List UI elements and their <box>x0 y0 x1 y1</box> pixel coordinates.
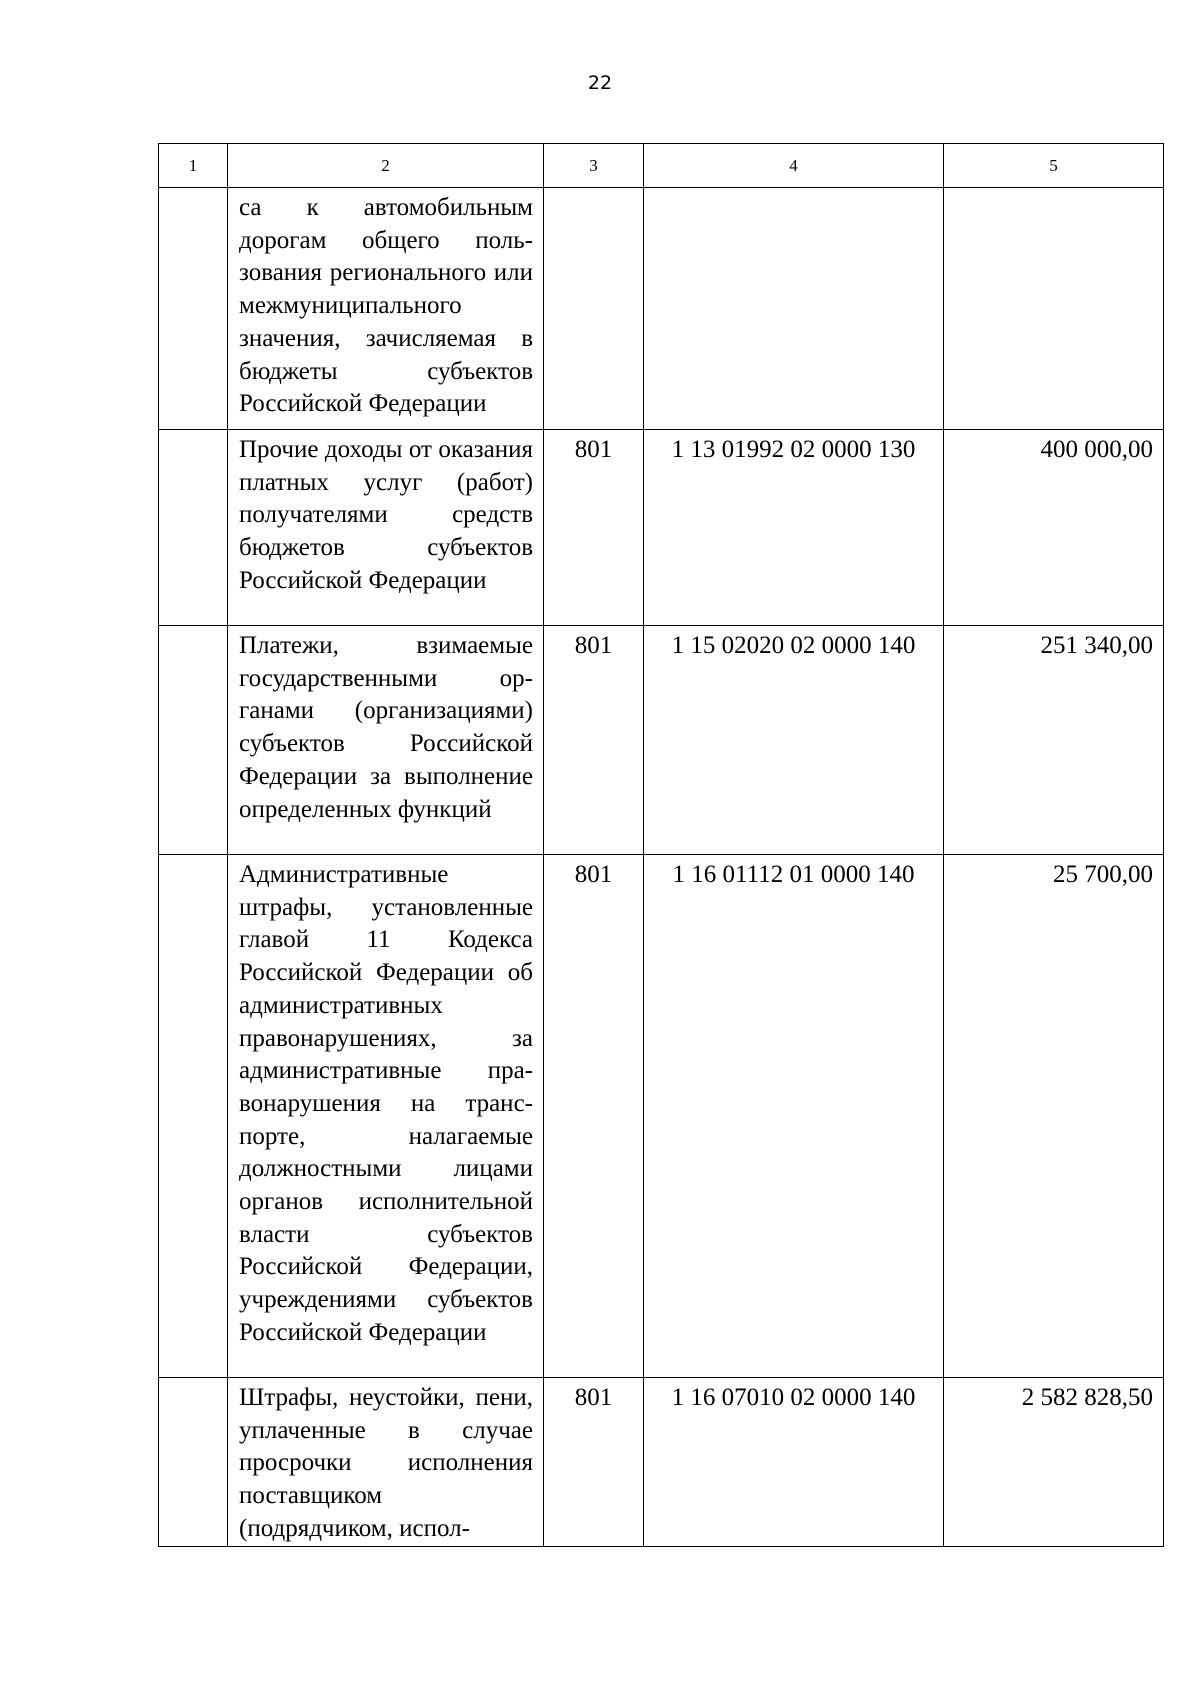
budget-code-cell <box>644 1378 944 1547</box>
amount-cell <box>944 1378 1164 1547</box>
admin-code-cell <box>544 430 644 626</box>
column-number-3: 3 <box>544 144 644 188</box>
amount: 251 340,00 <box>1040 632 1153 659</box>
table-row <box>159 188 1164 430</box>
table-row <box>159 430 1164 626</box>
row-number-cell <box>159 855 228 1378</box>
admin-code: 801 <box>574 861 613 888</box>
admin-code-cell <box>544 855 644 1378</box>
table-row <box>159 626 1164 855</box>
budget-classification-code: 1 16 07010 02 0000 140 <box>671 1384 916 1411</box>
amount-cell <box>944 626 1164 855</box>
amount-cell <box>944 188 1164 430</box>
column-number-2: 2 <box>228 144 544 188</box>
page-number: 22 <box>587 72 613 94</box>
column-number-1: 1 <box>159 144 228 188</box>
budget-classification-code: 1 15 02020 02 0000 140 <box>671 632 916 659</box>
budget-code-cell <box>644 188 944 430</box>
amount: 2 582 828,50 <box>1021 1384 1153 1411</box>
budget-classification-code: 1 13 01992 02 0000 130 <box>671 436 916 463</box>
revenue-name-cell <box>228 1378 544 1547</box>
revenue-name-cell <box>228 855 544 1378</box>
admin-code: 801 <box>574 436 613 463</box>
revenue-name: Прочие доходы от оказания платных услуг (работ) получателями средств бюджетов субъектов Российской Федерации <box>239 436 533 594</box>
column-number-row <box>159 144 1164 188</box>
row-number-cell <box>159 430 228 626</box>
admin-code-cell <box>544 188 644 430</box>
budget-classification-code: 1 16 01112 01 0000 140 <box>672 861 915 888</box>
amount <box>944 188 1163 192</box>
revenue-name: Штрафы, неустойки, пени, уплаченные в случае просрочки исполнения поставщиком (подрядчиком, испол- <box>239 1384 533 1542</box>
revenue-table <box>158 143 1164 1547</box>
budget-code-cell <box>644 855 944 1378</box>
table-row <box>159 855 1164 1378</box>
admin-code-cell <box>544 626 644 855</box>
table-row <box>159 1378 1164 1547</box>
admin-code: 801 <box>574 632 613 659</box>
revenue-name: Административные штрафы, установленные главой 11 Кодекса Российской Федерации об административных правонарушениях, за административные правонарушения на транспорте, налагаемые должностными лицами органов исполнительной власти субъектов Российской Федерации, учреждениями субъектов Российской Федерации <box>239 861 533 1346</box>
row-number-cell <box>159 1378 228 1547</box>
admin-code: 801 <box>574 1384 613 1411</box>
revenue-name-cell <box>228 188 544 430</box>
budget-code-cell <box>644 626 944 855</box>
budget-classification-code <box>644 188 943 192</box>
amount-cell <box>944 430 1164 626</box>
amount: 400 000,00 <box>1040 436 1153 463</box>
column-number-5: 5 <box>944 144 1164 188</box>
amount: 25 700,00 <box>1053 861 1153 888</box>
revenue-name: са к автомобильным дорогам общего пользования регионального или межмуниципального значения, зачисляемая в бюджеты субъектов Российской Федерации <box>239 194 533 418</box>
revenue-name: Платежи, взимаемые государственными органами (организациями) субъектов Российской Федерации за выполнение определенных функций <box>239 632 533 823</box>
row-number-cell <box>159 626 228 855</box>
amount-cell <box>944 855 1164 1378</box>
budget-code-cell <box>644 430 944 626</box>
revenue-name-cell <box>228 626 544 855</box>
admin-code-cell <box>544 1378 644 1547</box>
revenue-name-cell <box>228 430 544 626</box>
column-number-4: 4 <box>644 144 944 188</box>
admin-code <box>544 188 643 192</box>
row-number-cell <box>159 188 228 430</box>
